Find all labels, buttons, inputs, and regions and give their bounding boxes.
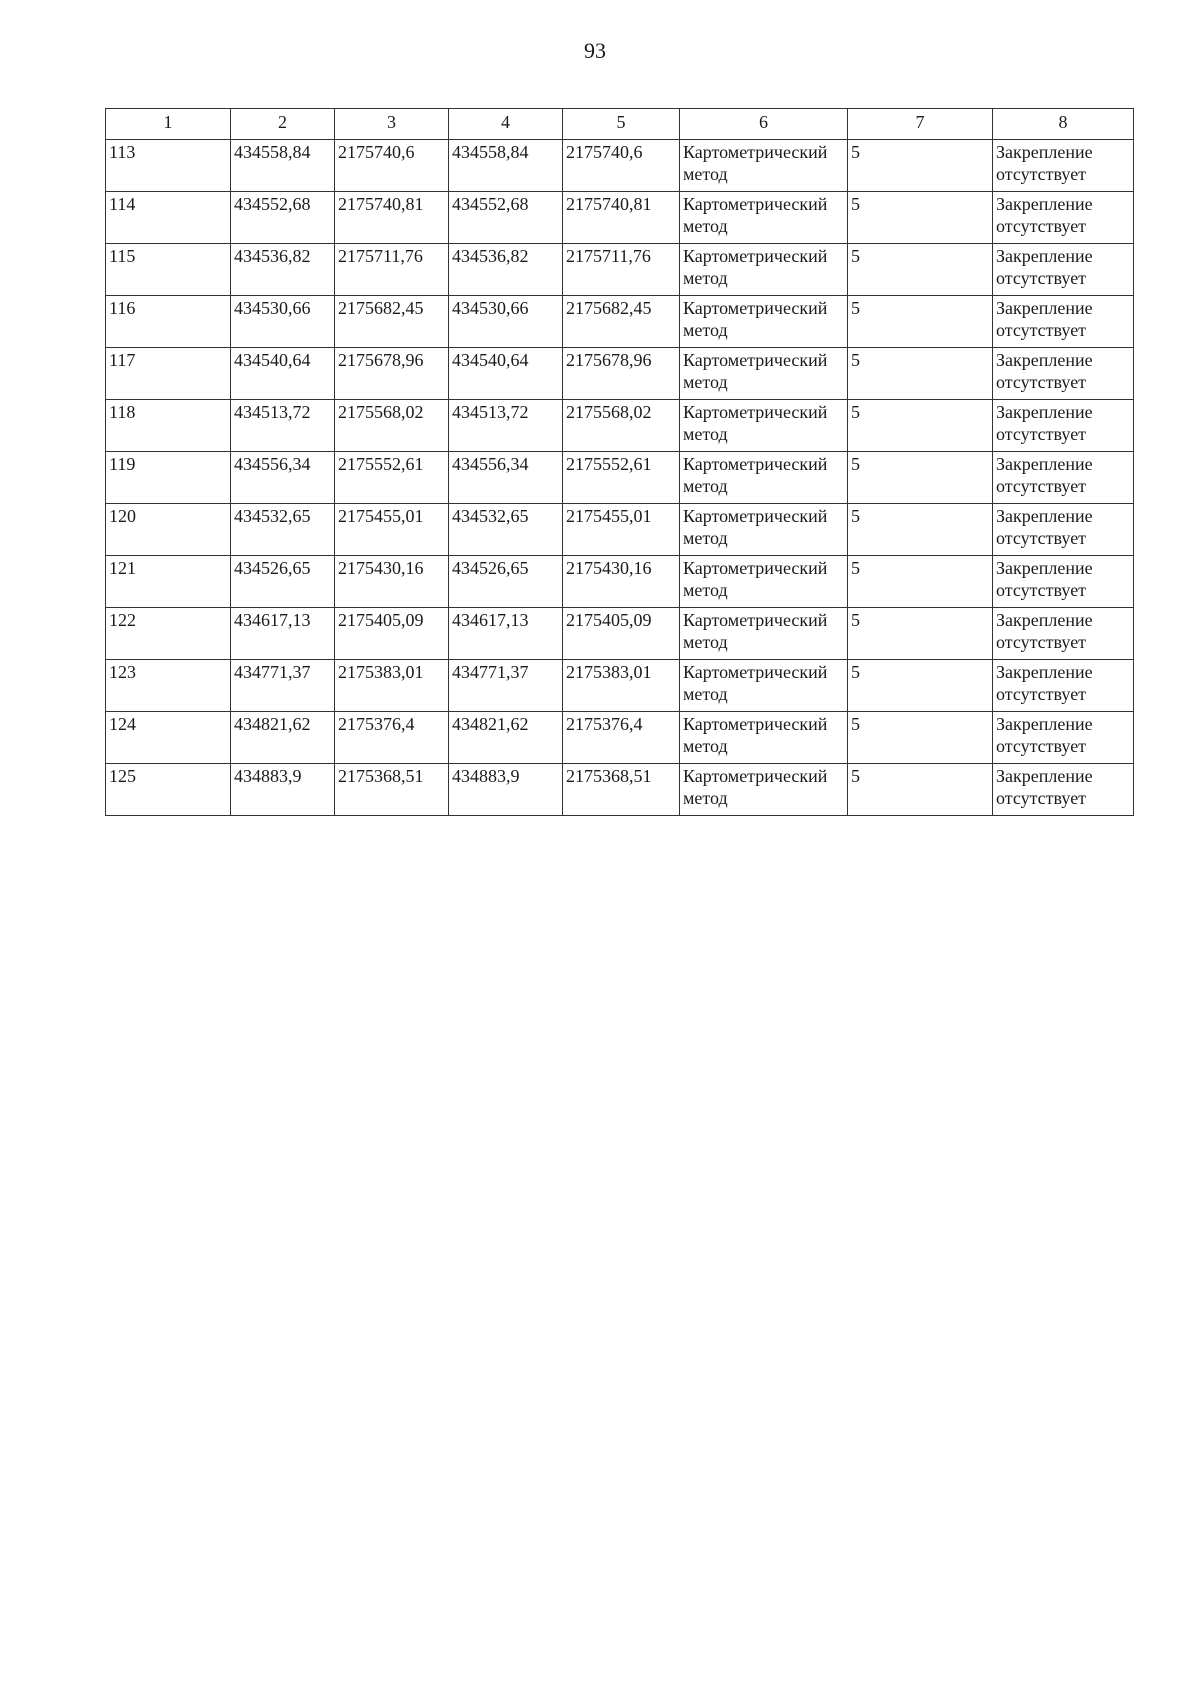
table-cell-col-6: Картометрический метод bbox=[680, 556, 848, 608]
table-cell-col-5: 2175568,02 bbox=[563, 400, 680, 452]
table-cell-col-3: 2175376,4 bbox=[335, 712, 449, 764]
table-cell-col-7: 5 bbox=[848, 400, 993, 452]
table-cell-col-7: 5 bbox=[848, 660, 993, 712]
table-cell-col-2: 434513,72 bbox=[231, 400, 335, 452]
table-cell-col-8: Закрепление отсутствует bbox=[993, 608, 1134, 660]
table-cell-col-7: 5 bbox=[848, 556, 993, 608]
table-cell-col-5: 2175552,61 bbox=[563, 452, 680, 504]
table-cell-col-1: 115 bbox=[106, 244, 231, 296]
column-header-2: 2 bbox=[231, 109, 335, 140]
header-row bbox=[106, 109, 1134, 140]
table-cell-col-4: 434552,68 bbox=[449, 192, 563, 244]
table-cell-col-1: 114 bbox=[106, 192, 231, 244]
table-cell-col-1: 124 bbox=[106, 712, 231, 764]
table-cell-col-5: 2175678,96 bbox=[563, 348, 680, 400]
table-cell-col-3: 2175455,01 bbox=[335, 504, 449, 556]
coordinates-table-container bbox=[105, 108, 1133, 816]
table-cell-col-6: Картометрический метод bbox=[680, 348, 848, 400]
table-cell-col-2: 434530,66 bbox=[231, 296, 335, 348]
table-cell-col-1: 123 bbox=[106, 660, 231, 712]
column-header-3: 3 bbox=[335, 109, 449, 140]
table-cell-col-1: 116 bbox=[106, 296, 231, 348]
table-cell-col-5: 2175740,6 bbox=[563, 140, 680, 192]
table-cell-col-1: 122 bbox=[106, 608, 231, 660]
column-header-1: 1 bbox=[106, 109, 231, 140]
table-cell-col-3: 2175568,02 bbox=[335, 400, 449, 452]
table-cell-col-1: 113 bbox=[106, 140, 231, 192]
table-cell-col-8: Закрепление отсутствует bbox=[993, 764, 1134, 816]
table-cell-col-4: 434558,84 bbox=[449, 140, 563, 192]
table-cell-col-5: 2175455,01 bbox=[563, 504, 680, 556]
table-cell-col-5: 2175430,16 bbox=[563, 556, 680, 608]
table-cell-col-4: 434821,62 bbox=[449, 712, 563, 764]
coordinates-table bbox=[105, 108, 1134, 816]
table-cell-col-7: 5 bbox=[848, 348, 993, 400]
table-cell-col-2: 434771,37 bbox=[231, 660, 335, 712]
page-number: 93 bbox=[584, 38, 606, 63]
table-cell-col-6: Картометрический метод bbox=[680, 712, 848, 764]
table-cell-col-2: 434883,9 bbox=[231, 764, 335, 816]
table-cell-col-2: 434821,62 bbox=[231, 712, 335, 764]
table-cell-col-5: 2175682,45 bbox=[563, 296, 680, 348]
table-row bbox=[106, 504, 1134, 556]
table-cell-col-3: 2175405,09 bbox=[335, 608, 449, 660]
table-cell-col-6: Картометрический метод bbox=[680, 400, 848, 452]
table-cell-col-7: 5 bbox=[848, 504, 993, 556]
table-cell-col-1: 121 bbox=[106, 556, 231, 608]
table-cell-col-6: Картометрический метод bbox=[680, 452, 848, 504]
table-cell-col-4: 434540,64 bbox=[449, 348, 563, 400]
table-cell-col-1: 120 bbox=[106, 504, 231, 556]
table-row bbox=[106, 764, 1134, 816]
table-cell-col-1: 118 bbox=[106, 400, 231, 452]
column-header-6: 6 bbox=[680, 109, 848, 140]
table-row bbox=[106, 296, 1134, 348]
table-cell-col-2: 434540,64 bbox=[231, 348, 335, 400]
table-cell-col-8: Закрепление отсутствует bbox=[993, 556, 1134, 608]
table-cell-col-2: 434552,68 bbox=[231, 192, 335, 244]
table-body bbox=[106, 140, 1134, 816]
table-cell-col-8: Закрепление отсутствует bbox=[993, 296, 1134, 348]
table-cell-col-2: 434556,34 bbox=[231, 452, 335, 504]
table-row bbox=[106, 400, 1134, 452]
table-cell-col-3: 2175740,81 bbox=[335, 192, 449, 244]
table-cell-col-6: Картометрический метод bbox=[680, 660, 848, 712]
table-cell-col-8: Закрепление отсутствует bbox=[993, 348, 1134, 400]
table-cell-col-3: 2175711,76 bbox=[335, 244, 449, 296]
table-cell-col-4: 434617,13 bbox=[449, 608, 563, 660]
table-cell-col-8: Закрепление отсутствует bbox=[993, 244, 1134, 296]
table-cell-col-6: Картометрический метод bbox=[680, 608, 848, 660]
table-cell-col-3: 2175682,45 bbox=[335, 296, 449, 348]
table-cell-col-7: 5 bbox=[848, 192, 993, 244]
table-cell-col-6: Картометрический метод bbox=[680, 192, 848, 244]
column-header-8: 8 bbox=[993, 109, 1134, 140]
table-row bbox=[106, 140, 1134, 192]
table-cell-col-4: 434513,72 bbox=[449, 400, 563, 452]
table-cell-col-7: 5 bbox=[848, 296, 993, 348]
table-cell-col-4: 434536,82 bbox=[449, 244, 563, 296]
table-cell-col-7: 5 bbox=[848, 764, 993, 816]
table-cell-col-4: 434883,9 bbox=[449, 764, 563, 816]
table-cell-col-8: Закрепление отсутствует bbox=[993, 192, 1134, 244]
table-cell-col-8: Закрепление отсутствует bbox=[993, 660, 1134, 712]
table-row bbox=[106, 348, 1134, 400]
table-cell-col-3: 2175552,61 bbox=[335, 452, 449, 504]
table-cell-col-5: 2175740,81 bbox=[563, 192, 680, 244]
table-cell-col-2: 434526,65 bbox=[231, 556, 335, 608]
table-cell-col-7: 5 bbox=[848, 608, 993, 660]
column-header-5: 5 bbox=[563, 109, 680, 140]
table-row bbox=[106, 660, 1134, 712]
table-cell-col-7: 5 bbox=[848, 452, 993, 504]
table-cell-col-7: 5 bbox=[848, 244, 993, 296]
table-cell-col-3: 2175383,01 bbox=[335, 660, 449, 712]
table-cell-col-4: 434530,66 bbox=[449, 296, 563, 348]
table-cell-col-5: 2175711,76 bbox=[563, 244, 680, 296]
table-cell-col-5: 2175368,51 bbox=[563, 764, 680, 816]
table-row bbox=[106, 244, 1134, 296]
column-header-7: 7 bbox=[848, 109, 993, 140]
table-cell-col-1: 119 bbox=[106, 452, 231, 504]
table-row bbox=[106, 192, 1134, 244]
table-cell-col-6: Картометрический метод bbox=[680, 140, 848, 192]
table-cell-col-4: 434526,65 bbox=[449, 556, 563, 608]
table-row bbox=[106, 452, 1134, 504]
table-cell-col-1: 117 bbox=[106, 348, 231, 400]
table-cell-col-6: Картометрический метод bbox=[680, 504, 848, 556]
table-cell-col-7: 5 bbox=[848, 712, 993, 764]
table-cell-col-3: 2175430,16 bbox=[335, 556, 449, 608]
table-cell-col-3: 2175368,51 bbox=[335, 764, 449, 816]
table-cell-col-8: Закрепление отсутствует bbox=[993, 452, 1134, 504]
table-cell-col-8: Закрепление отсутствует bbox=[993, 140, 1134, 192]
table-cell-col-7: 5 bbox=[848, 140, 993, 192]
table-cell-col-4: 434532,65 bbox=[449, 504, 563, 556]
table-row bbox=[106, 608, 1134, 660]
table-cell-col-4: 434771,37 bbox=[449, 660, 563, 712]
table-cell-col-5: 2175376,4 bbox=[563, 712, 680, 764]
table-cell-col-2: 434558,84 bbox=[231, 140, 335, 192]
table-cell-col-3: 2175678,96 bbox=[335, 348, 449, 400]
table-cell-col-5: 2175405,09 bbox=[563, 608, 680, 660]
table-cell-col-6: Картометрический метод bbox=[680, 296, 848, 348]
table-header bbox=[106, 109, 1134, 140]
table-cell-col-4: 434556,34 bbox=[449, 452, 563, 504]
column-header-4: 4 bbox=[449, 109, 563, 140]
table-cell-col-2: 434617,13 bbox=[231, 608, 335, 660]
table-row bbox=[106, 556, 1134, 608]
table-cell-col-5: 2175383,01 bbox=[563, 660, 680, 712]
table-cell-col-2: 434532,65 bbox=[231, 504, 335, 556]
table-cell-col-8: Закрепление отсутствует bbox=[993, 504, 1134, 556]
table-row bbox=[106, 712, 1134, 764]
table-cell-col-3: 2175740,6 bbox=[335, 140, 449, 192]
table-cell-col-2: 434536,82 bbox=[231, 244, 335, 296]
table-cell-col-8: Закрепление отсутствует bbox=[993, 712, 1134, 764]
table-cell-col-1: 125 bbox=[106, 764, 231, 816]
table-cell-col-6: Картометрический метод bbox=[680, 764, 848, 816]
table-cell-col-8: Закрепление отсутствует bbox=[993, 400, 1134, 452]
table-cell-col-6: Картометрический метод bbox=[680, 244, 848, 296]
